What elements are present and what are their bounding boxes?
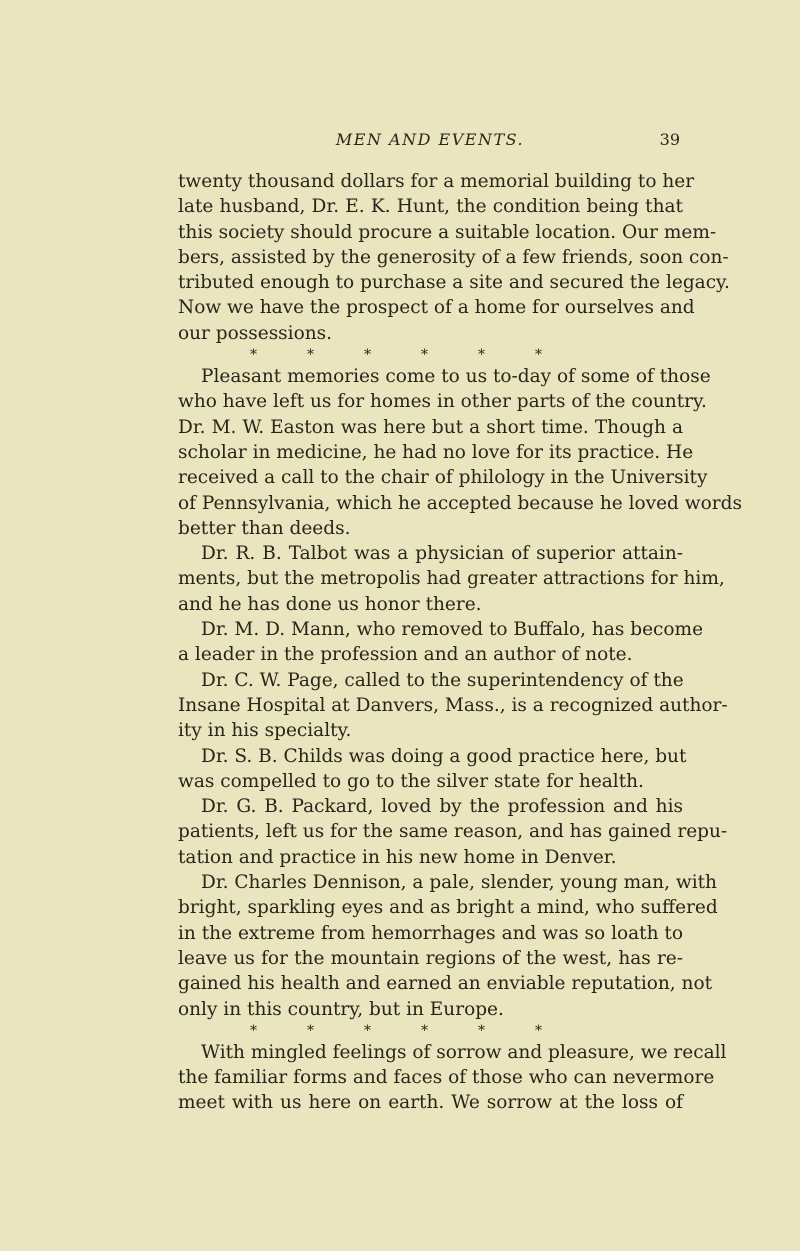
text-line: who have left us for homes in other parts of the country. (178, 391, 707, 413)
page-number: 39 (659, 130, 680, 149)
text-line: bers, assisted by the generosity of a few friends, soon con- (178, 246, 729, 268)
text-line: only in this country, but in Europe. (178, 998, 504, 1020)
text-line: and he has done us honor there. (178, 593, 482, 615)
text-line: better than deeds. (178, 517, 351, 539)
section-break: * * * * * * (250, 347, 543, 364)
page-header (180, 130, 680, 156)
section-break: * * * * * * (250, 1022, 543, 1039)
text-line: twenty thousand dollars for a memorial building to her (178, 171, 695, 192)
text-line: Dr. M. W. Easton was here but a short time. Though a (178, 416, 683, 438)
text-line: a leader in the profession and an author of note. (178, 644, 633, 666)
text-line: Now we have the prospect of a home for ourselves and (178, 297, 695, 319)
text-line: Dr. C. W. Page, called to the superintendency of the (201, 669, 684, 691)
text-line: ments, but the metropolis had greater attractions for him, (178, 568, 725, 590)
text-line: meet with us here on earth. We sorrow at the loss of (178, 1092, 683, 1114)
text-line: bright, sparkling eyes and as bright a mind, who suffered (178, 897, 718, 919)
text-line: tributed enough to purchase a site and secured the legacy. (178, 272, 730, 294)
text-line: Insane Hospital at Danvers, Mass., is a recognized author- (178, 694, 728, 716)
running-title: MEN AND EVENTS. (335, 130, 525, 149)
text-line: the familiar forms and faces of those who can nevermore (178, 1067, 715, 1089)
text-line: Dr. Charles Dennison, a pale, slender, young man, with (201, 872, 717, 894)
text-line: patients, left us for the same reason, and has gained repu- (178, 821, 728, 843)
body-text (178, 169, 742, 1116)
text-line: With mingled feelings of sorrow and pleasure, we recall (201, 1041, 727, 1063)
text-line: of Pennsylvania, which he accepted because he loved words (178, 492, 742, 514)
text-line: Dr. G. B. Packard, loved by the profession and his (201, 796, 683, 818)
text-line: Pleasant memories come to us to-day of some of those (201, 366, 711, 388)
text-line: gained his health and earned an enviable reputation, not (178, 973, 713, 995)
text-line: this society should procure a suitable location. Our mem- (178, 221, 717, 243)
text-line: late husband, Dr. E. K. Hunt, the condition being that (178, 196, 683, 218)
text-line: received a call to the chair of philology in the University (178, 467, 708, 489)
text-line: Dr. S. B. Childs was doing a good practice here, but (201, 745, 687, 767)
text-line: was compelled to go to the silver state for health. (178, 770, 644, 792)
text-line: our possessions. (178, 322, 333, 344)
text-line: Dr. M. D. Mann, who removed to Buffalo, has become (201, 619, 704, 641)
text-line: tation and practice in his new home in Denver. (178, 846, 617, 868)
text-line: scholar in medicine, he had no love for its practice. He (178, 441, 694, 463)
text-line: leave us for the mountain regions of the west, has re- (178, 947, 683, 969)
text-line: ity in his specialty. (178, 720, 352, 742)
text-line: Dr. R. B. Talbot was a physician of superior attain- (201, 543, 683, 565)
text-line: in the extreme from hemorrhages and was so loath to (178, 922, 683, 944)
